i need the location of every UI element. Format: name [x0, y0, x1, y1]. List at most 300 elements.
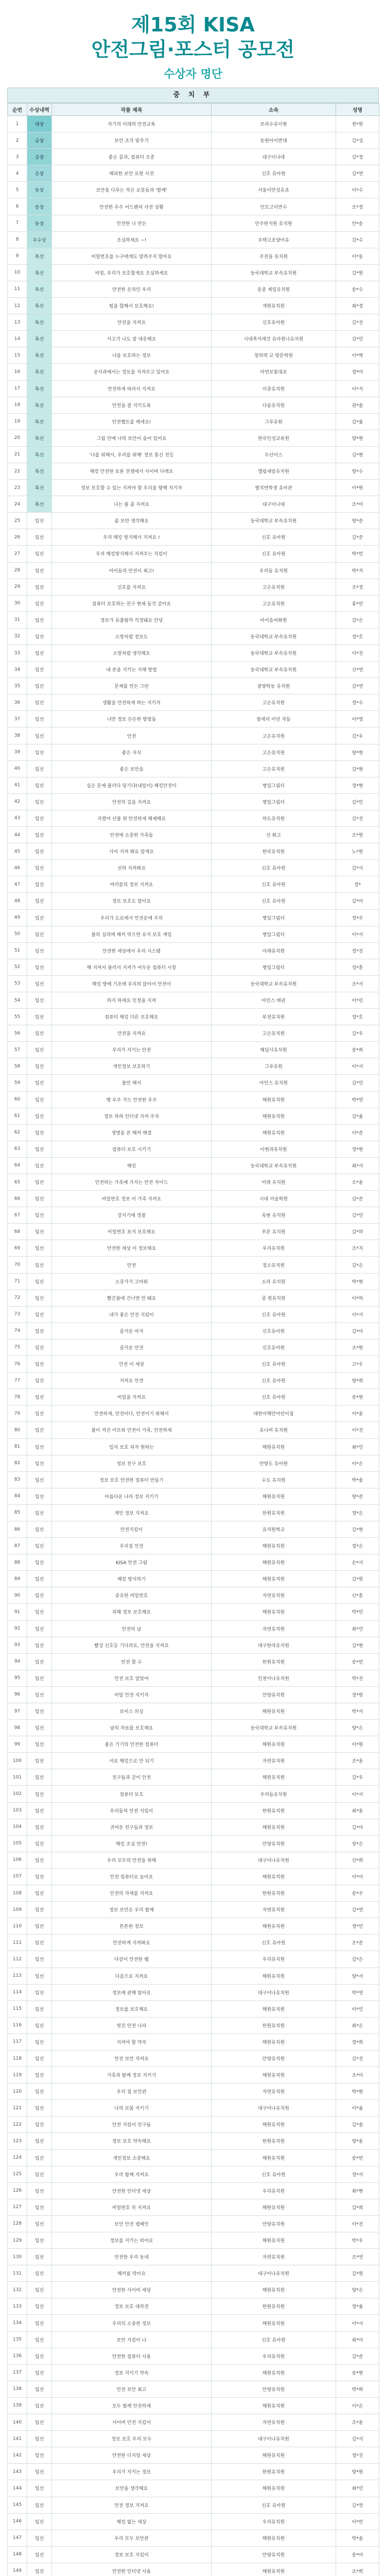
- work-title-cell: 선의 지켜봐요: [52, 860, 212, 876]
- affiliation-cell: 두산이스: [212, 446, 336, 463]
- affiliation-cell: 동국대학교 부속유치원: [212, 513, 336, 529]
- row-number: 99: [8, 1736, 27, 1753]
- table-row: [8, 264, 379, 281]
- work-title-cell: 안전한 디지털 세상: [52, 2447, 212, 2464]
- name-cell: 김*아: [336, 1819, 379, 1835]
- affiliation-cell: 해원유치원: [212, 2033, 336, 2050]
- name-cell: 김*민: [336, 1207, 379, 1224]
- affiliation-cell: 옥현 유치원: [212, 1207, 336, 1224]
- affiliation-cell: 우리유치원: [212, 1240, 336, 1257]
- work-title-cell: 소방처럼 정보도: [52, 628, 212, 645]
- work-title-cell: 문제를 만든 그런: [52, 678, 212, 694]
- row-number: 14: [8, 331, 27, 347]
- row-number: 126: [8, 2182, 27, 2199]
- work-title-cell: 안전하게 따라서 지켜요: [52, 380, 212, 397]
- award-cell: 입선: [27, 1653, 52, 1670]
- affiliation-cell: 신호 유아원: [212, 860, 336, 876]
- affiliation-cell: 해원유치원: [212, 2447, 336, 2464]
- table-row: [8, 1323, 379, 1339]
- table-row: [8, 2563, 379, 2576]
- work-title-cell: 즐거운 마지: [52, 1323, 212, 1339]
- award-cell: 입선: [27, 1488, 52, 1504]
- affiliation-cell: 고은유치원: [212, 744, 336, 760]
- name-cell: 손*서: [336, 1554, 379, 1571]
- affiliation-cell: 정소유치원: [212, 1257, 336, 1273]
- row-number: 45: [8, 843, 27, 860]
- row-number: 125: [8, 2166, 27, 2182]
- name-cell: 정*호: [336, 1009, 379, 1025]
- award-cell: 특선: [27, 281, 52, 297]
- row-number: 120: [8, 2083, 27, 2100]
- work-title-cell: 좋은 꿈과, 컴퓨터 조종: [52, 149, 212, 165]
- award-cell: 입선: [27, 2513, 52, 2530]
- award-cell: 입선: [27, 2215, 52, 2232]
- affiliation-cell: 자연유치원: [212, 2083, 336, 2100]
- award-cell: 입선: [27, 1042, 52, 1058]
- award-cell: 입선: [27, 628, 52, 645]
- affiliation-cell: 한원유치원: [212, 1885, 336, 1902]
- award-cell: 입선: [27, 2497, 52, 2513]
- work-title-cell: 비밀을 지켜요: [52, 1389, 212, 1405]
- row-number: 65: [8, 1174, 27, 1191]
- affiliation-cell: 엘림새알유치원: [212, 463, 336, 479]
- work-title-cell: 지켜요 안전: [52, 1372, 212, 1389]
- name-cell: 송*주: [336, 1885, 379, 1902]
- row-number: 106: [8, 1852, 27, 1868]
- affiliation-cell: 해원유치원: [212, 1736, 336, 1753]
- name-cell: 김*원: [336, 1571, 379, 1587]
- work-title-cell: 정보에 관해 알아요: [52, 1984, 212, 2001]
- row-number: 127: [8, 2199, 27, 2215]
- affiliation-cell: 고은유치원: [212, 579, 336, 595]
- table-row: [8, 347, 379, 364]
- row-number: 26: [8, 529, 27, 546]
- table-row: [8, 513, 379, 529]
- table-row: [8, 331, 379, 347]
- affiliation-cell: 해원유치원: [212, 1968, 336, 1984]
- name-cell: 김*정: [336, 149, 379, 165]
- affiliation-cell: 고은유치원: [212, 760, 336, 777]
- work-title-cell: 사이 지켜 봐요 알게요: [52, 843, 212, 860]
- affiliation-cell: 신호 유아원: [212, 1306, 336, 1323]
- work-title-cell: 해킹 안전한 토론 전쟁에서 사이버 다레요: [52, 463, 212, 479]
- row-number: 84: [8, 1488, 27, 1504]
- award-cell: 입선: [27, 1009, 52, 1025]
- row-number: 77: [8, 1372, 27, 1389]
- work-title-cell: 하지 하세요 인정을 지켜: [52, 992, 212, 1008]
- table-row: [8, 727, 379, 744]
- table-row: [8, 827, 379, 843]
- work-title-cell: 지켜야 할 약속: [52, 2033, 212, 2050]
- work-title-cell: 안전의 날: [52, 1620, 212, 1637]
- award-cell: 입선: [27, 1438, 52, 1455]
- table-row: [8, 1488, 379, 1504]
- name-cell: 양*준: [336, 513, 379, 529]
- award-cell: 입선: [27, 2249, 52, 2265]
- table-row: [8, 2546, 379, 2563]
- affiliation-cell: 자연유치원: [212, 2414, 336, 2431]
- affiliation-cell: 해원유치원: [212, 2480, 336, 2497]
- banner-header: [0, 0, 386, 88]
- affiliation-cell: 부천유치원: [212, 1009, 336, 1025]
- table-row: [8, 198, 379, 215]
- row-number: 44: [8, 827, 27, 843]
- name-cell: 조*정: [336, 579, 379, 595]
- work-title-cell: 안전한 세상에서 우리 시스템: [52, 942, 212, 959]
- name-cell: 박*연: [336, 1984, 379, 2001]
- affiliation-cell: 병일그림터: [212, 777, 336, 793]
- row-number: 108: [8, 1885, 27, 1902]
- name-cell: 양*희: [336, 1372, 379, 1389]
- award-cell: 입선: [27, 1620, 52, 1637]
- row-number: 18: [8, 397, 27, 413]
- row-number: 51: [8, 942, 27, 959]
- row-number: 54: [8, 992, 27, 1008]
- row-number: 38: [8, 727, 27, 744]
- affiliation-cell: 해원유치원: [212, 2282, 336, 2298]
- award-cell: 입선: [27, 2232, 52, 2249]
- affiliation-cell: 해딜사유치원: [212, 1042, 336, 1058]
- table-row: [8, 1885, 379, 1902]
- work-title-cell: 정보 보호할 수 있는 지켜야 할 우리를 향해 지키자: [52, 480, 212, 496]
- name-cell: 신*훈: [336, 1587, 379, 1604]
- award-cell: 입선: [27, 1389, 52, 1405]
- award-cell: 입선: [27, 2050, 52, 2066]
- row-number: 86: [8, 1521, 27, 1537]
- row-number: 72: [8, 1290, 27, 1306]
- table-row: [8, 2133, 379, 2149]
- affiliation-cell: 해원유치원: [212, 2199, 336, 2215]
- table-row: [8, 248, 379, 264]
- table-row: [8, 1157, 379, 1174]
- work-title-cell: 정보 보호 지킴이: [52, 2546, 212, 2563]
- work-title-cell: 일자 보호 피자 원하는: [52, 1438, 212, 1455]
- row-number: 141: [8, 2431, 27, 2447]
- award-cell: 입선: [27, 2033, 52, 2050]
- award-cell: 입선: [27, 1918, 52, 1935]
- table-row: [8, 1521, 379, 1537]
- award-cell: 입선: [27, 1339, 52, 1355]
- affiliation-cell: 대구이나유치원: [212, 1984, 336, 2001]
- award-cell: 입선: [27, 1405, 52, 1422]
- name-cell: 김*진: [336, 810, 379, 826]
- work-title-cell: 안전: [52, 727, 212, 744]
- table-row: [8, 1124, 379, 1141]
- award-cell: 입선: [27, 777, 52, 793]
- row-number: 10: [8, 264, 27, 281]
- row-number: 143: [8, 2464, 27, 2480]
- affiliation-cell: 동원아이반대: [212, 132, 336, 149]
- affiliation-cell: 안양유치원: [212, 2050, 336, 2066]
- work-title-cell: 나의 보물 지키기: [52, 2100, 212, 2116]
- table-row: [8, 1240, 379, 1257]
- work-title-cell: 컴퓨터 보호 시키기: [52, 1141, 212, 1157]
- work-title-cell: 보이스 피싱: [52, 1703, 212, 1720]
- work-title-cell: 나를 보호하는 정보: [52, 347, 212, 364]
- name-cell: 양*은: [336, 2282, 379, 2298]
- award-cell: 입선: [27, 1852, 52, 1868]
- row-number: 74: [8, 1323, 27, 1339]
- name-cell: 이*수: [336, 182, 379, 198]
- name-cell: 김*현: [336, 1637, 379, 1653]
- row-number: 23: [8, 480, 27, 496]
- col-work-title-header: 작품 제목: [52, 104, 212, 116]
- name-cell: 김*원: [336, 264, 379, 281]
- award-cell: 입선: [27, 529, 52, 546]
- table-row: [8, 2414, 379, 2431]
- name-cell: 박*현: [336, 1273, 379, 1290]
- work-title-cell: 개인정보 보호하기: [52, 1058, 212, 1075]
- name-cell: 정*희: [336, 2033, 379, 2050]
- award-cell: 동상: [27, 198, 52, 215]
- row-number: 42: [8, 793, 27, 810]
- row-number: 83: [8, 1471, 27, 1488]
- row-number: 103: [8, 1802, 27, 1819]
- table-row: [8, 2033, 379, 2050]
- award-cell: 특선: [27, 463, 52, 479]
- work-title-cell: 내 폰을 지키는 지혜 방법: [52, 662, 212, 678]
- row-number: 13: [8, 314, 27, 331]
- table-row: [8, 926, 379, 942]
- work-title-cell: 안전하게, 안전이다, 안전이기 위해서: [52, 1405, 212, 1422]
- work-title-cell: 비빔, 우리가 보호할게요 조심하세요: [52, 264, 212, 281]
- affiliation-cell: 안양유치원: [212, 2381, 336, 2397]
- row-number: 36: [8, 694, 27, 711]
- award-cell: 특선: [27, 314, 52, 331]
- affiliation-cell: 다솜유치원: [212, 397, 336, 413]
- affiliation-cell: 해원유치원: [212, 1091, 336, 1108]
- name-cell: 김*율: [336, 1108, 379, 1124]
- award-cell: 입선: [27, 2563, 52, 2576]
- row-number: 118: [8, 2050, 27, 2066]
- table-row: [8, 1108, 379, 1124]
- row-number: 43: [8, 810, 27, 826]
- work-title-cell: '나를 위해서, 우리를 위해' 정보 통신 전등: [52, 446, 212, 463]
- award-cell: 입선: [27, 2116, 52, 2133]
- table-row: [8, 1042, 379, 1058]
- award-cell: 입선: [27, 860, 52, 876]
- table-row: [8, 2001, 379, 2017]
- award-cell: 특선: [27, 380, 52, 397]
- work-title-cell: 안전 정보 지켜요: [52, 2497, 212, 2513]
- work-title-cell: 가족과 함께 정보 지키기: [52, 2067, 212, 2083]
- work-title-cell: 다음으로 지켜요: [52, 1968, 212, 1984]
- table-row: [8, 992, 379, 1008]
- row-number: 69: [8, 1240, 27, 1257]
- work-title-cell: 자기의 미래의 안전교육: [52, 116, 212, 132]
- row-number: 24: [8, 496, 27, 513]
- name-cell: 최*인: [336, 1438, 379, 1455]
- row-number: 133: [8, 2298, 27, 2315]
- work-title-cell: 우리가 도로에서 안전운에 주의: [52, 909, 212, 926]
- award-cell: 입선: [27, 2315, 52, 2331]
- name-cell: 이*서: [336, 2315, 379, 2331]
- name-cell: 박*희: [336, 2381, 379, 2397]
- name-cell: 정*은: [336, 1504, 379, 1521]
- row-number: 88: [8, 1554, 27, 1571]
- name-cell: 김*율: [336, 413, 379, 430]
- table-row: [8, 1009, 379, 1025]
- name-cell: 김*성: [336, 132, 379, 149]
- work-title-cell: 안전한 컴퓨터 사용: [52, 2348, 212, 2364]
- row-number: 56: [8, 1025, 27, 1042]
- table-row: [8, 215, 379, 231]
- name-cell: 이*은: [336, 1455, 379, 1471]
- table-row: [8, 165, 379, 182]
- affiliation-cell: 동국대학교 부속유치원: [212, 1157, 336, 1174]
- award-cell: 입선: [27, 2298, 52, 2315]
- award-cell: 입선: [27, 926, 52, 942]
- row-number: 135: [8, 2331, 27, 2348]
- work-title-cell: 안전: [52, 1257, 212, 1273]
- affiliation-cell: 대구이나유치원: [212, 2100, 336, 2116]
- award-cell: 입선: [27, 612, 52, 628]
- award-cell: 입선: [27, 2282, 52, 2298]
- name-cell: 이*아: [336, 1868, 379, 1885]
- name-cell: 양*서: [336, 1968, 379, 1984]
- affiliation-cell: 한원유치원: [212, 2133, 336, 2149]
- name-cell: 박*빈: [336, 546, 379, 562]
- table-row: [8, 2397, 379, 2414]
- award-cell: 입선: [27, 1984, 52, 2001]
- affiliation-cell: 신호 유아원: [212, 893, 336, 909]
- work-title-cell: 좋은 보안을: [52, 760, 212, 777]
- row-number: 8: [8, 231, 27, 248]
- work-title-cell: 우리의 소중한 정보: [52, 2315, 212, 2331]
- affiliation-cell: 병일그림터: [212, 959, 336, 975]
- table-row: [8, 397, 379, 413]
- name-cell: 최*아: [336, 2331, 379, 2348]
- name-cell: 김*민: [336, 331, 379, 347]
- table-row: [8, 975, 379, 992]
- table-row: [8, 777, 379, 793]
- work-title-cell: 안전한 인터넷 사용: [52, 2563, 212, 2576]
- name-cell: 노*원: [336, 843, 379, 860]
- work-title-cell: 우리가 지키는 안전: [52, 1042, 212, 1058]
- row-number: 1: [8, 116, 27, 132]
- award-cell: 입선: [27, 2083, 52, 2100]
- table-row: [8, 1951, 379, 1968]
- award-cell: 입선: [27, 1968, 52, 1984]
- table-row: [8, 2083, 379, 2100]
- table-row: [8, 1504, 379, 1521]
- name-cell: 김*하: [336, 1224, 379, 1240]
- row-number: 92: [8, 1620, 27, 1637]
- row-number: 90: [8, 1587, 27, 1604]
- table-row: [8, 1273, 379, 1290]
- row-number: 59: [8, 1075, 27, 1091]
- name-cell: 조*정: [336, 198, 379, 215]
- work-title-cell: 우리가 지키는 정보: [52, 2464, 212, 2480]
- name-cell: 양*윤: [336, 2133, 379, 2149]
- work-title-cell: 안전을 지켜요: [52, 1025, 212, 1042]
- row-number: 122: [8, 2116, 27, 2133]
- name-cell: 김*민: [336, 1075, 379, 1091]
- work-title-cell: 보안 지킴이 나: [52, 2331, 212, 2348]
- affiliation-cell: 해원유치원: [212, 2067, 336, 2083]
- work-title-cell: 우리 집 보안관: [52, 2083, 212, 2100]
- affiliation-cell: 신호 유아원: [212, 546, 336, 562]
- work-title-cell: 해킹 조심 안전!: [52, 1835, 212, 1852]
- work-title-cell: 개인 정보 지켜요: [52, 1504, 212, 1521]
- award-cell: 입선: [27, 2182, 52, 2199]
- name-cell: 김*은: [336, 612, 379, 628]
- award-cell: 입선: [27, 662, 52, 678]
- award-cell: 입선: [27, 2331, 52, 2348]
- work-title-cell: 조심하세요 ~!: [52, 231, 212, 248]
- award-cell: 입선: [27, 827, 52, 843]
- award-cell: 입선: [27, 1124, 52, 1141]
- work-title-cell: 피해 정보 보호해요: [52, 1604, 212, 1620]
- affiliation-cell: 웅중 제일유치원: [212, 281, 336, 297]
- name-cell: 정*: [336, 876, 379, 893]
- work-title-cell: 아이들의 안전이 최고!: [52, 562, 212, 579]
- name-cell: 신*희: [336, 1852, 379, 1868]
- table-row: [8, 1207, 379, 1224]
- name-cell: 조*준: [336, 1935, 379, 1951]
- name-cell: 정*현: [336, 777, 379, 793]
- row-number: 62: [8, 1124, 27, 1141]
- award-cell: 입선: [27, 1240, 52, 1257]
- award-cell: 입선: [27, 2001, 52, 2017]
- award-cell: 입선: [27, 2017, 52, 2033]
- name-cell: 김*원: [336, 2265, 379, 2282]
- affiliation-cell: 신호 유아원: [212, 165, 336, 182]
- affiliation-cell: 서울이안성유초: [212, 182, 336, 198]
- name-cell: 정*서: [336, 2166, 379, 2182]
- affiliation-cell: 병일그림터: [212, 793, 336, 810]
- affiliation-cell: 병일그림터: [212, 926, 336, 942]
- table-row: [8, 942, 379, 959]
- affiliation-cell: 대구이나유치원: [212, 2431, 336, 2447]
- name-cell: 박*솔: [336, 2530, 379, 2546]
- affiliation-cell: 창의력 교 방문학원: [212, 347, 336, 364]
- row-number: 70: [8, 1257, 27, 1273]
- work-title-cell: 행 우주 가드 안전한 우주: [52, 1091, 212, 1108]
- award-cell: 입선: [27, 1058, 52, 1075]
- affiliation-cell: 우리유치원: [212, 2513, 336, 2530]
- name-cell: 김*현: [336, 1521, 379, 1537]
- work-title-cell: 비밀번호 꼭 지켜요: [52, 2199, 212, 2215]
- name-cell: 정*진: [336, 942, 379, 959]
- affiliation-cell: 해원유치원: [212, 2001, 336, 2017]
- affiliation-cell: 푸른 유치원: [212, 1224, 336, 1240]
- award-cell: 입선: [27, 893, 52, 909]
- award-cell: 입선: [27, 1736, 52, 1753]
- work-title-cell: 정보가 유출될까 걱정돼요 안녕: [52, 612, 212, 628]
- work-title-cell: 개인정보 소중해요: [52, 2149, 212, 2166]
- name-cell: 권*솔: [336, 397, 379, 413]
- work-title-cell: 좋은 지식: [52, 744, 212, 760]
- award-cell: 특선: [27, 413, 52, 430]
- row-number: 124: [8, 2149, 27, 2166]
- row-number: 147: [8, 2530, 27, 2546]
- affiliation-cell: 주전을 유치원: [212, 248, 336, 264]
- work-title-cell: 안전벨트를 매세요!: [52, 413, 212, 430]
- name-cell: 최*민: [336, 1620, 379, 1637]
- award-cell: 입선: [27, 1323, 52, 1339]
- affiliation-cell: 미래 유치원: [212, 1174, 336, 1191]
- work-title-cell: 힘을 합해서 보호해요!: [52, 298, 212, 314]
- table-row: [8, 413, 379, 430]
- row-number: 60: [8, 1091, 27, 1108]
- name-cell: 김*준: [336, 529, 379, 546]
- affiliation-cell: 해원유치원: [212, 2563, 336, 2576]
- affiliation-cell: 시대축지레건 유아원나유치원: [212, 331, 336, 347]
- name-cell: 송*아: [336, 2546, 379, 2563]
- award-cell: 입선: [27, 1372, 52, 1389]
- work-title-cell: 안전한 우주 어드벤처 사전 상황: [52, 198, 212, 215]
